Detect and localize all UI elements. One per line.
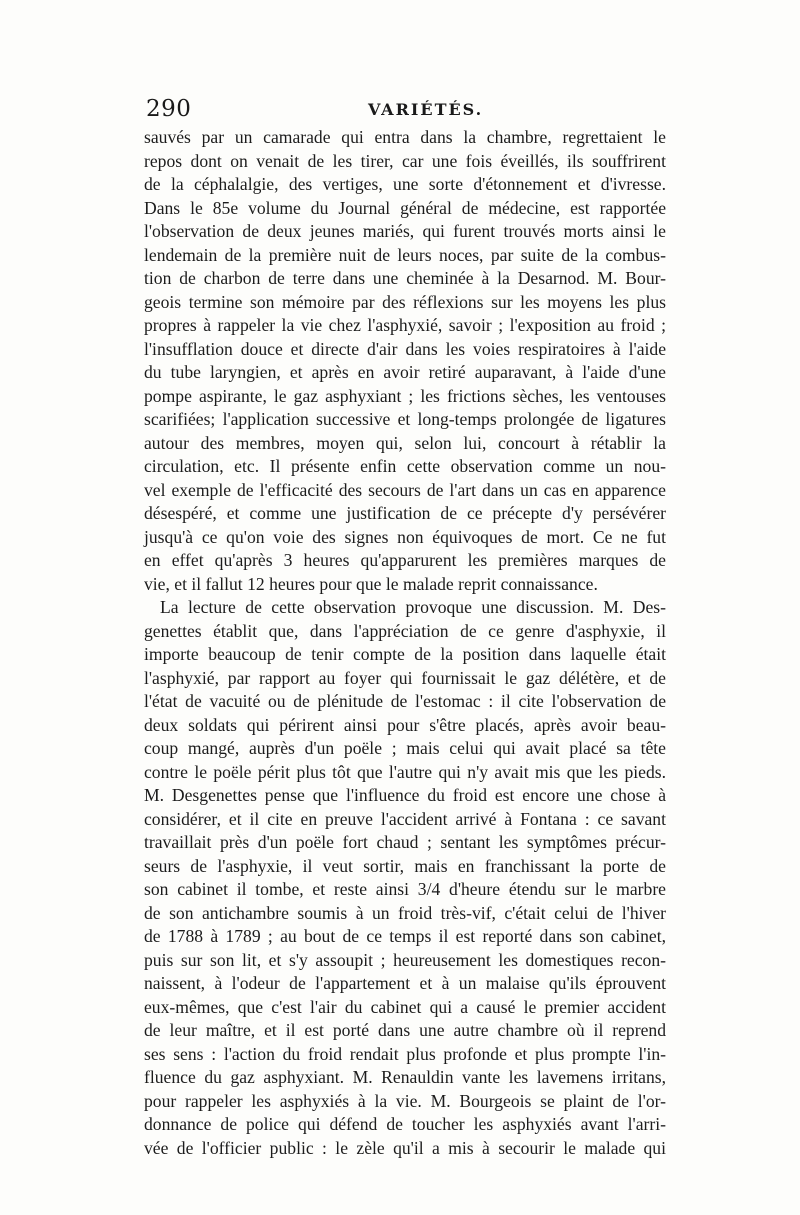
text-line: de la céphalalgie, des vertiges, une sorte d'étonnement et d'ivresse. [144, 174, 666, 194]
text-line: l'état de vacuité ou de plénitude de l'estomac : il cite l'observation de [144, 691, 666, 711]
text-line: Dans le 85e volume du Journal général de médecine, est rapportée [144, 197, 666, 218]
text-line: tion de charbon de terre dans une cheminée à la Desarnod. M. Bour- [144, 268, 666, 288]
text-line: lendemain de la première nuit de leurs noces, par suite de la combus- [144, 244, 666, 265]
text-line: repos dont on venait de les tirer, car une fois éveillés, ils souffrirent [144, 150, 666, 171]
text-line: du tube laryngien, et après en avoir retiré auparavant, à l'aide d'une [144, 362, 666, 382]
text-line: fluence du gaz asphyxiant. M. Renauldin vante les lavemens irritans, [144, 1067, 666, 1087]
text-line: puis sur son lit, et s'y assoupit ; heureusement les domestiques recon- [144, 949, 666, 970]
text-line: pour rappeler les asphyxiés à la vie. M. Bourgeois se plaint de l'or- [144, 1090, 666, 1111]
page-header [146, 96, 666, 126]
text-line: genettes établit que, dans l'appréciation de ce genre d'asphyxie, il [144, 620, 666, 641]
text-line: travaillait près d'un poële fort chaud ; sentant les symptômes précur- [144, 832, 666, 852]
body-text [144, 126, 666, 1160]
text-line: autour des membres, moyen qui, selon lui, concourt à rétablir la [144, 432, 666, 453]
text-line: l'observation de deux jeunes mariés, qui furent trouvés morts ainsi le [144, 221, 666, 241]
text-line: scarifiées; l'application successive et long-temps prolongée de ligatures [144, 409, 666, 429]
text-line: en effet qu'après 3 heures qu'apparurent les premières marques de [144, 550, 666, 570]
running-head: VARIÉTÉS. [368, 100, 484, 119]
text-line: seurs de l'asphyxie, il veut sortir, mais en franchissant la porte de [144, 855, 666, 876]
text-line: son cabinet il tombe, et reste ainsi 3/4 d'heure étendu sur le marbre [144, 879, 666, 899]
text-line: jusqu'à ce qu'on voie des signes non équivoques de mort. Ce ne fut [144, 526, 666, 547]
text-line: l'insufflation douce et directe d'air dans les voies respiratoires à l'aide [144, 338, 666, 359]
text-line: propres à rappeler la vie chez l'asphyxié, savoir ; l'exposition au froid ; [144, 315, 666, 335]
text-line: contre le poële périt plus tôt que l'autre qui n'y avait mis que les pieds. [144, 761, 666, 782]
page-number: 290 [146, 96, 192, 122]
text-line: naissent, à l'odeur de l'appartement et à un malaise qu'ils éprouvent [144, 973, 666, 993]
text-line: l'asphyxié, par rapport au foyer qui fournissait le gaz délétère, et de [144, 667, 666, 688]
text-line: deux soldats qui périrent ainsi pour s'être placés, après avoir beau- [144, 714, 666, 735]
text-line: importe beaucoup de tenir compte de la position dans laquelle était [144, 644, 666, 664]
text-line: coup mangé, auprès d'un poële ; mais celui qui avait placé sa tête [144, 738, 666, 758]
text-line: vie, et il fallut 12 heures pour que le malade reprit connaissance. [144, 573, 598, 594]
text-line: de leur maître, et il est porté dans une autre chambre où il reprend [144, 1020, 666, 1040]
text-line: désespéré, et comme une justification de ce précepte d'y persévérer [144, 503, 666, 523]
text-line: de 1788 à 1789 ; au bout de ce temps il est reporté dans son cabinet, [144, 926, 666, 946]
text-line: geois termine son mémoire par des réflexions sur les moyens les plus [144, 291, 666, 312]
text-line: M. Desgenettes pense que l'influence du froid est encore une chose à [144, 785, 666, 805]
text-line: eux-mêmes, que c'est l'air du cabinet qui a causé le premier accident [144, 996, 666, 1017]
text-line: vée de l'officier public : le zèle qu'il a mis à secourir le malade qui [144, 1137, 666, 1158]
text-line: considérer, et il cite en preuve l'accident arrivé à Fontana : ce savant [144, 808, 666, 829]
text-line: sauvés par un camarade qui entra dans la chambre, regrettaient le [144, 127, 666, 147]
paragraph-start-line: La lecture de cette observation provoque une discussion. M. Des- [160, 597, 666, 617]
text-line: donnance de police qui défend de toucher les asphyxiés avant l'arri- [144, 1114, 666, 1134]
text-line: vel exemple de l'efficacité des secours de l'art dans un cas en apparence [144, 479, 666, 500]
text-line: pompe aspirante, le gaz asphyxiant ; les frictions sèches, les ventouses [144, 385, 666, 406]
text-line: circulation, etc. Il présente enfin cette observation comme un nou- [144, 456, 666, 476]
text-line: ses sens : l'action du froid rendait plus profonde et plus prompte l'in- [144, 1043, 666, 1064]
text-line: de son antichambre soumis à un froid très-vif, c'était celui de l'hiver [144, 902, 666, 923]
